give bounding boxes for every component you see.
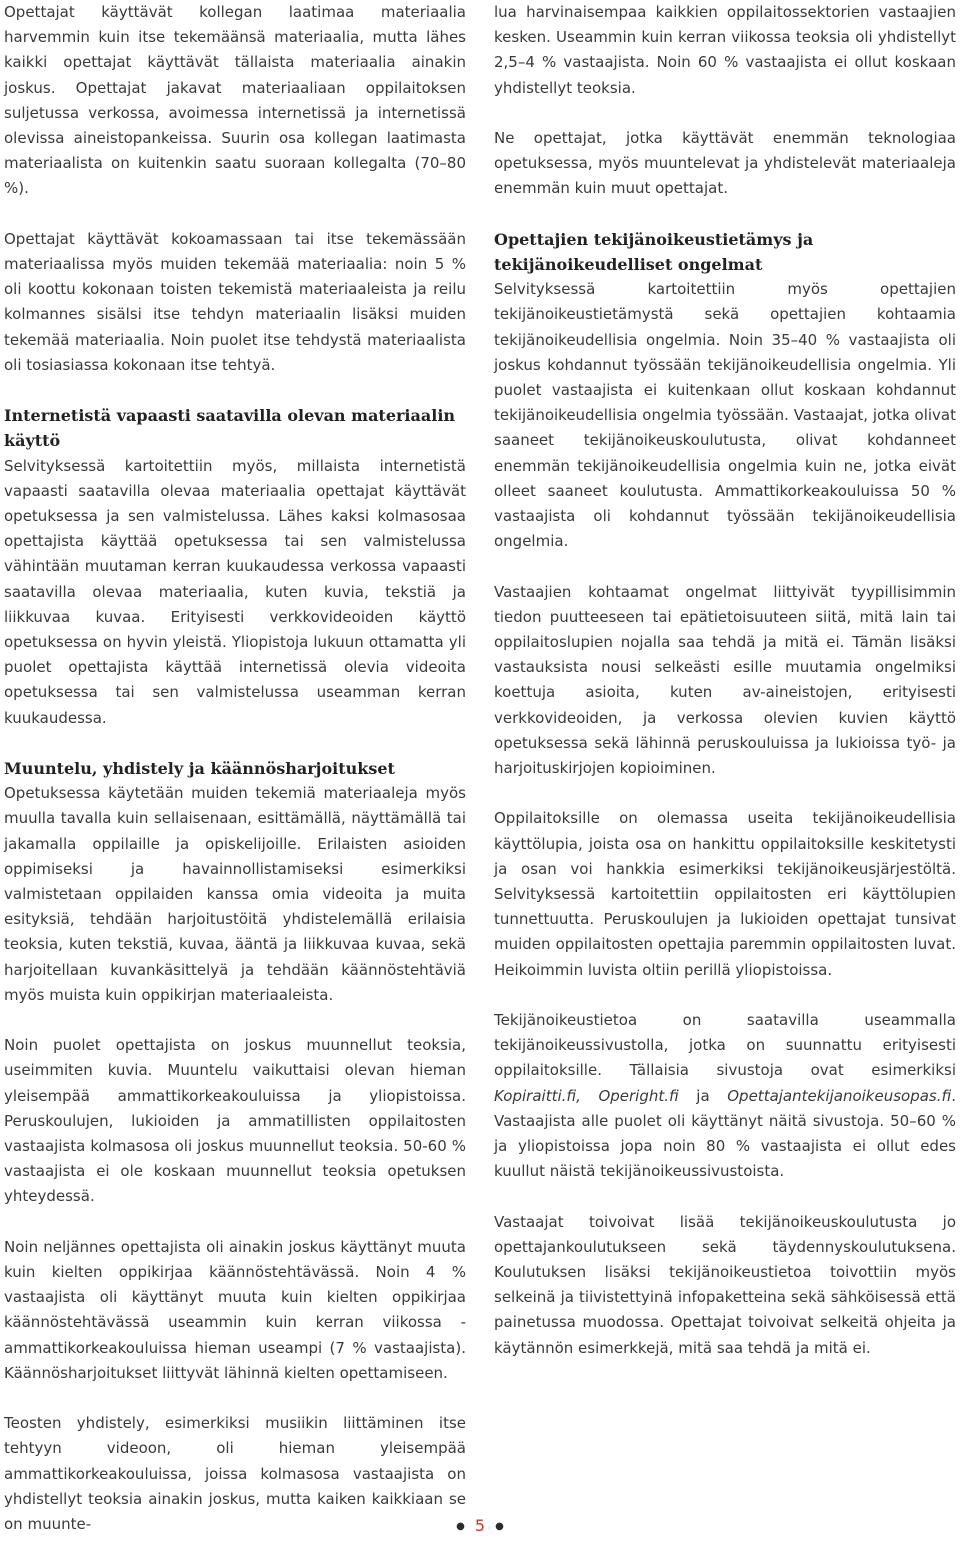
paragraph: Selvityksessä kartoitettiin myös opettajien tekijänoikeustietämystä sekä opettajien kohtaamia tekijänoikeudellisia ongelmia. Noin 35–40 % vastaajista oli joskus kohdannut työssään tekijänoikeudellisia ongelmia. Yli puolet vastaajista ei kuitenkaan ollut koskaan kohdannut tekijänoikeudellisia ongelmia työssään. Vastaajat, jotka olivat saaneet tekijänoikeuskoulutusta, olivat kohdanneet enemmän tekijänoikeudellisia ongelmia kuin ne, jotka eivät olleet saaneet koulutusta. Ammattikorkeakouluissa 50 % vastaajista oli kohdannut työssään tekijänoikeudellisia ongelmia. bbox=[494, 280, 956, 551]
website-names: Kopiraitti.fi, Operight.fi bbox=[494, 1086, 679, 1105]
paragraph: Opettajat käyttävät kollegan laatimaa materiaalia harvemmin kuin itse tekemäänsä materiaalia, mutta lähes kaikki opettajat käyttävät tällaista materiaalia ainakin joskus. Opettajat jakavat materiaaliaan oppilaitoksen suljetussa verkossa, avoimessa internetissä ja internetissä olevissa aineistopankeissa. Suurin osa kollegan laatimasta materiaalista on kuitenkin saatu suoraan kollegalta (70–80 %). bbox=[4, 3, 466, 198]
paragraph: Vastaajat toivoivat lisää tekijänoikeuskoulutusta jo opettajankoulutukseen sekä täydennyskoulutuksena. Koulutuksen lisäksi tekijänoikeustietoa toivottiin myös selkeinä ja tiivistettyinä infopaketteina sekä sähköisessä että painetussa muodossa. Opettajat toivoivat selkeitä ohjeita ja käytännön esimerkkejä, mitä saa tehdä ja mitä ei. bbox=[494, 1212, 956, 1357]
section-heading: Muuntelu, yhdistely ja käännösharjoitukset bbox=[4, 759, 395, 779]
section-heading: Opettajien tekijänoikeustietämys ja tekijänoikeudelliset ongelmat bbox=[494, 229, 814, 274]
paragraph: Opettajat käyttävät kokoamassaan tai itse tekemässään materiaalissa myös muiden tekemää materiaalia: noin 5 % oli koottu kokonaan toisten tekemistä materiaaleista ja reilu kolmannes sisälsi itse tehdyn materiaalin lisäksi muiden tekemää materiaalia. Noin puolet itse tehdystä materiaalista oli tosiasiassa kokonaan itse tehtyä. bbox=[4, 229, 466, 374]
bullet-icon: ● bbox=[456, 1521, 465, 1532]
paragraph-text: . Vastaajista alle puolet oli käyttänyt näitä sivustoja. 50–60 % ja yliopistoissa jopa noin 80 % vastaajista ei ollut edes kuullut näistä tekijänoikeussivustoista. bbox=[494, 1086, 956, 1181]
paragraph: Selvityksessä kartoitettiin myös, millaista internetistä vapaasti saatavilla olevaa materiaalia opettajat käyttävät opetuksessa ja sen valmistelussa. Lähes kaksi kolmasosaa opettajista käyttää opetuksessa tai sen valmistelussa vähintään muutaman kerran kuukaudessa verkossa vapaasti saatavilla olevaa materiaalia, kuten kuvia, tekstiä ja liikkuvaa kuvaa. Erityisesti verkkovideoiden käyttö opetuksessa on hyvin yleistä. Yliopistoja lukuun ottamatta yli puolet opettajista käyttää internetissä olevia videoita opetuksessa tai sen valmistelussa useamman kerran kuukaudessa. bbox=[4, 456, 466, 727]
bullet-icon: ● bbox=[495, 1521, 504, 1532]
paragraph: Noin neljännes opettajista oli ainakin joskus käyttänyt muuta kuin kielten oppikirjaa käännöstehtävässä. Noin 4 % vastaajista oli käyttänyt muuta kuin kielten oppikirjaa käännöstehtävässä useammin kuin kerran viikossa - ammattikorkeakouluissa hieman useampi (7 % vastaajista). Käännösharjoitukset liittyvät lähinnä kielten opettamiseen. bbox=[4, 1237, 466, 1382]
page-number: 5 bbox=[474, 1516, 486, 1535]
page-footer bbox=[0, 1516, 960, 1535]
paragraph: Oppilaitoksille on olemassa useita tekijänoikeudellisia käyttölupia, joista osa on hankittu oppilaitoksille keskitetysti ja osan voi hankkia esimerkiksi tekijänoikeusjärjestöltä. Selvityksessä kartoitettiin oppilaitosten eri käyttölupien tunnettuutta. Peruskoulujen ja lukioiden opettajat tunsivat muiden oppilaitosten opettajia paremmin oppilaitosten luvat. Heikoimmin luvista oltiin perillä yliopistoissa. bbox=[494, 809, 956, 979]
paragraph: lua harvinaisempaa kaikkien oppilaitossektorien vastaajien kesken. Useammin kuin kerran viikossa teoksia oli yhdistellyt 2,5–4 % vastaajista. Noin 60 % vastaajista ei ollut koskaan yhdistellyt teoksia. bbox=[494, 3, 956, 97]
paragraph-text: Tekijänoikeustietoa on saatavilla useammalla tekijänoikeussivustolla, jotka on suunnattu erityisesti oppilaitoksille. Tällaisia sivustoja ovat esimerkiksi bbox=[494, 1011, 956, 1080]
paragraph: Noin puolet opettajista on joskus muunnellut teoksia, useimmiten kuvia. Muuntelu vaikuttaisi olevan hieman yleisempää ammattikorkeakouluissa ja yliopistoissa. Peruskoulujen, lukioiden ja ammatillisten oppilaitosten vastaajista kolmasosa oli joskus muunnellut teoksia. 50-60 % vastaajista ei ole koskaan muunnellut teoksia opetuksen yhteydessä. bbox=[4, 1036, 466, 1206]
website-name: Opettajantekijanoikeusopas.fi bbox=[727, 1086, 952, 1105]
left-column bbox=[4, 0, 466, 1562]
paragraph-text: ja bbox=[678, 1086, 728, 1105]
section-heading: Internetistä vapaasti saatavilla olevan materiaalin käyttö bbox=[4, 406, 456, 451]
paragraph-with-links bbox=[494, 1008, 956, 1184]
paragraph: Vastaajien kohtaamat ongelmat liittyivät tyypillisimmin tiedon puutteeseen tai epätietoisuuteen siitä, mitä lain tai oppilaitoslupien nojalla saa tehdä ja mitä ei. Tämän lisäksi vastauksista nousi selkeästi esille muutamia ongelmiksi koettuja asioita, kuten av-aineistojen, erityisesti verkkovideoiden, ja verkossa olevien kuvien käyttö opetuksessa sekä lähinnä peruskouluissa ja lukioissa työ- ja harjoituskirjojen kopioiminen. bbox=[494, 582, 956, 778]
paragraph: Ne opettajat, jotka käyttävät enemmän teknologiaa opetuksessa, myös muuntelevat ja yhdistelevät materiaaleja enemmän kuin muut opettajat. bbox=[494, 129, 956, 198]
paragraph: Opetuksessa käytetään muiden tekemiä materiaaleja myös muulla tavalla kuin sellaisenaan, esittämällä, näyttämällä tai jakamalla oppilaille ja opiskelijoille. Erilaisten asioiden oppimiseksi ja havainnollistamiseksi esimerkiksi valmistetaan oppilaiden kanssa omia videoita ja muita esityksiä, tehdään harjoitustöitä yhdistelemällä erilaisia teoksia, kuten tekstiä, kuvaa, ääntä ja liikkuvaa kuvaa, sekä harjoitellaan kuvankäsittelyä ja tehdään käännöstehtäviä myös muista kuin oppikirjan materiaaleista. bbox=[4, 784, 466, 1004]
paragraph: Teosten yhdistely, esimerkiksi musiikin liittäminen itse tehtyyn videoon, oli hieman yleisempää ammattikorkeakouluissa, joissa kolmasosa vastaajista on yhdistellyt teoksia ainakin joskus, mutta kaiken kaikkiaan se on muunte- bbox=[4, 1414, 466, 1534]
right-column bbox=[494, 0, 956, 1386]
